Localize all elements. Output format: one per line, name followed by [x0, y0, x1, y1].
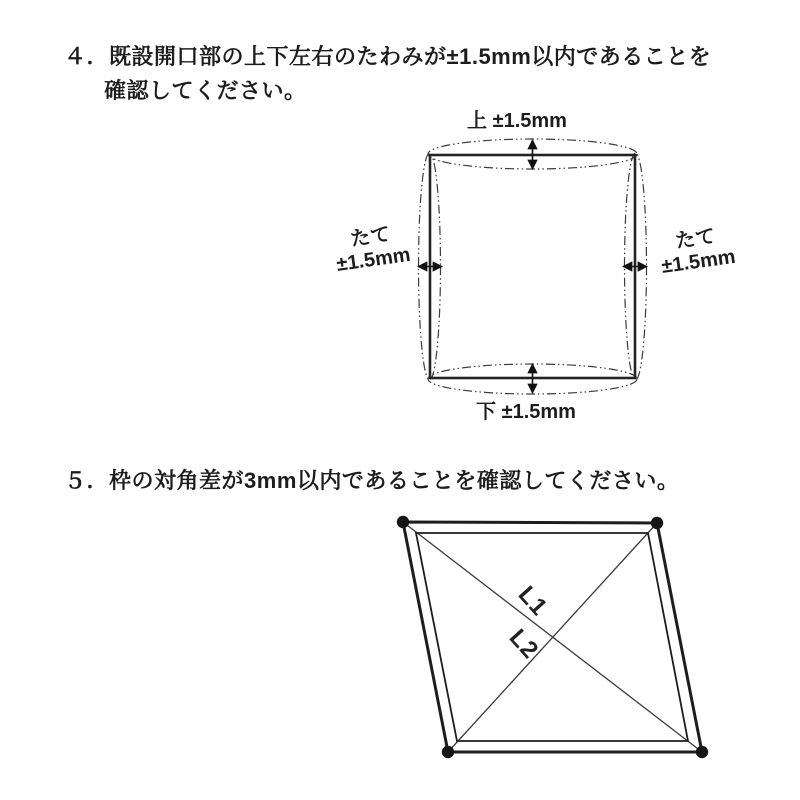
left-tolerance-label-line2: ±1.5mm	[335, 243, 412, 276]
left-tolerance-label-line1: たて	[348, 223, 392, 251]
diagonal-l2-label: L2	[503, 624, 544, 665]
step5-text: 枠の対角差が3mm以内であることを確認してください。	[109, 468, 680, 493]
step4-heading-line2	[104, 74, 307, 105]
right-tolerance-label-line1: たて	[673, 225, 717, 253]
bottom-tolerance-label: 下 ±1.5mm	[476, 401, 576, 423]
diagonal-l2-line	[448, 523, 657, 752]
right-tolerance-label-line2: ±1.5mm	[660, 245, 737, 278]
step5-number: ５．	[64, 468, 110, 493]
corner-dot-bottom-left	[442, 746, 454, 758]
frame-diagonal-diagram	[380, 495, 720, 795]
diagonal-l1-label: L1	[512, 581, 553, 622]
step4-text-line1: 既設開口部の上下左右のたわみが±1.5mm以内であることを	[109, 44, 712, 69]
top-tolerance-label: 上 ±1.5mm	[467, 110, 567, 132]
corner-dot-bottom-right	[696, 746, 708, 758]
step4-number: ４．	[64, 44, 110, 69]
step4-heading-line1	[64, 40, 711, 71]
corner-dot-top-right	[651, 517, 663, 529]
opening-square-frame	[430, 155, 635, 378]
corner-dot-top-left	[397, 516, 409, 528]
step4-text-line2: 確認してください。	[104, 78, 307, 103]
step5-heading	[64, 464, 679, 495]
